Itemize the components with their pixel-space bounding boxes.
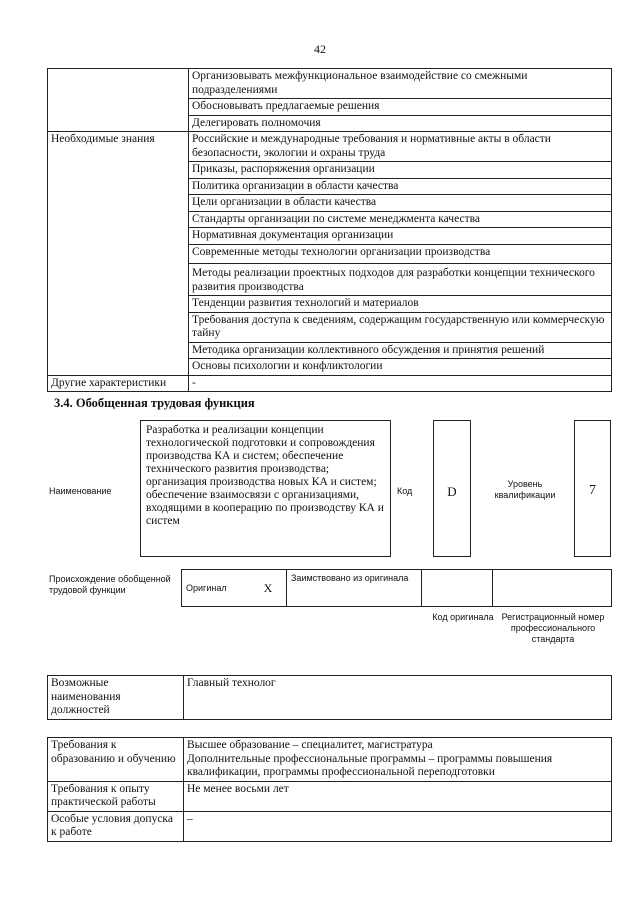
skill-item: Обосновывать предлагаемые решения	[189, 99, 612, 116]
knowledge-item: Методы реализации проектных подходов для разработки концепции технического развития производства	[189, 264, 612, 296]
positions-table	[47, 675, 612, 720]
experience-value: Не менее восьми лет	[184, 781, 612, 811]
knowledge-label: Необходимые знания	[48, 132, 189, 376]
knowledge-item: Цели организации в области качества	[189, 195, 612, 212]
page-number: 42	[314, 42, 326, 56]
code-value: D	[433, 420, 471, 557]
positions-label: Возможные наименования должностей	[48, 676, 184, 720]
level-label: Уровень квалификации	[494, 479, 556, 500]
borrowed-label: Заимствовано из оригинала	[287, 570, 422, 607]
origin-code-cell	[422, 570, 493, 607]
knowledge-item: Политика организации в области качества	[189, 178, 612, 195]
section-title: 3.4. Обобщенная трудовая функция	[54, 396, 255, 410]
knowledge-item: Современные методы технологии организации производства	[189, 244, 612, 264]
origin-label: Происхождение обобщенной трудовой функции	[49, 574, 171, 595]
education-line: Высшее образование – специалитет, магистратура	[187, 739, 433, 751]
original-mark: X	[250, 570, 287, 607]
original-label: Оригинал	[182, 570, 251, 607]
knowledge-item: Основы психологии и конфликтологии	[189, 359, 612, 376]
experience-label: Требования к опыту практической работы	[48, 781, 184, 811]
function-name-box: Разработка и реализации концепции технологической подготовки и сопровождения производства КА и систем; обеспечение технического развития производства; организация производства новых КА и систем; обеспечение взаимосвязи с организациями, входящими в кооперацию по производству КА и систем	[140, 420, 391, 557]
knowledge-item: Тенденции развития технологий и материалов	[189, 296, 612, 313]
code-label: Код	[397, 486, 413, 496]
level-value: 7	[574, 420, 611, 557]
positions-value: Главный технолог	[184, 676, 612, 720]
other-value: -	[189, 375, 612, 392]
skill-item: Организовывать межфункциональное взаимодействие со смежными подразделениями	[189, 69, 612, 99]
registration-number-cell	[493, 570, 612, 607]
registration-caption: Регистрационный номер профессионального стандарта	[501, 612, 605, 644]
code-caption: Код оригинала	[432, 612, 494, 622]
name-label: Наименование	[49, 486, 112, 496]
other-label: Другие характеристики	[48, 375, 189, 392]
knowledge-item: Российские и международные требования и нормативные акты в области безопасности, экологии и охраны труда	[189, 132, 612, 162]
knowledge-item: Стандарты организации по системе менеджмента качества	[189, 211, 612, 228]
requirements-table	[47, 737, 612, 842]
skills-label-cell	[48, 69, 189, 132]
admission-value: –	[184, 811, 612, 841]
knowledge-item: Приказы, распоряжения организации	[189, 162, 612, 179]
knowledge-item: Нормативная документация организации	[189, 228, 612, 245]
knowledge-item: Методика организации коллективного обсуждения и принятия решений	[189, 342, 612, 359]
skill-item: Делегировать полномочия	[189, 115, 612, 132]
skills-knowledge-table	[47, 68, 612, 392]
origin-table	[181, 569, 612, 607]
knowledge-item: Требования доступа к сведениям, содержащим государственную или коммерческую тайну	[189, 312, 612, 342]
admission-label: Особые условия допуска к работе	[48, 811, 184, 841]
education-line: Дополнительные профессиональные программы – программы повышения квалификации, программы профессиональной переподготовки	[187, 752, 553, 778]
education-label: Требования к образованию и обучению	[48, 738, 184, 782]
education-value	[184, 738, 612, 782]
